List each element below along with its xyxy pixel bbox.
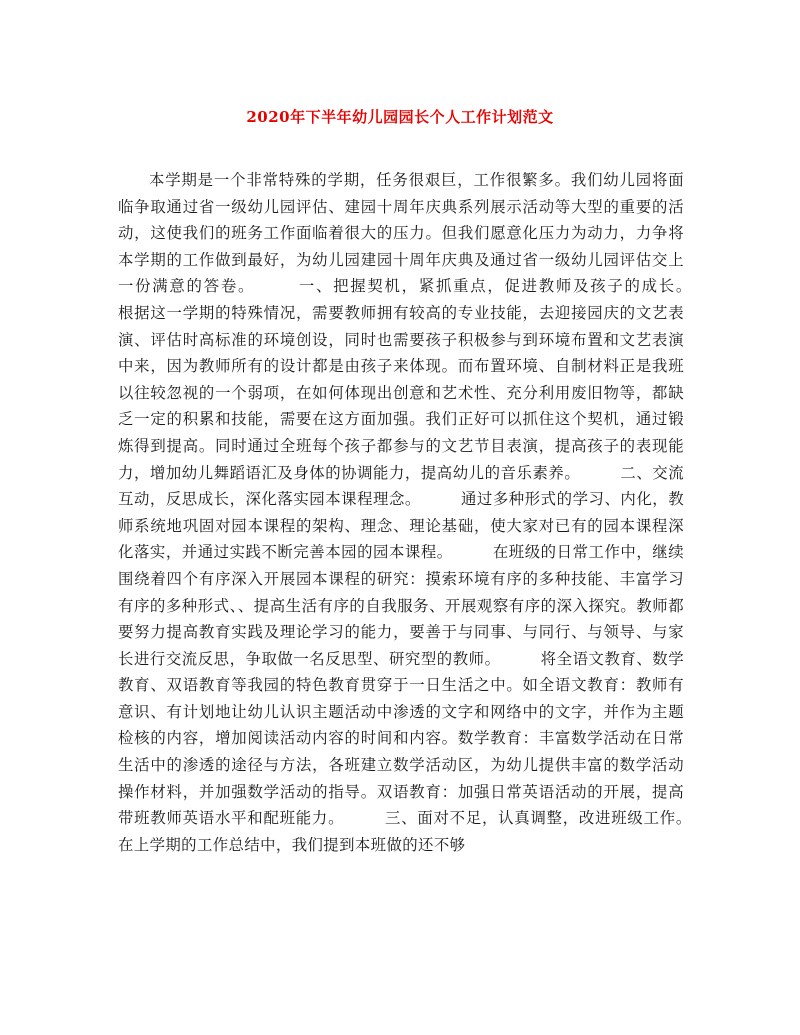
document-body-paragraph: 本学期是一个非常特殊的学期，任务很艰巨，工作很繁多。我们幼儿园将面临争取通过省一级幼儿园评估、建园十周年庆典系列展示活动等大型的重要的活动，这使我们的班务工作面临着很大的压力。但我们愿意化压力为动力，力争将本学期的工作做到最好，为幼儿园建园十周年庆典及通过省一级幼儿园评估交上一份满意的答卷。 一、把握契机，紧抓重点，促进教师及孩子的成长。 根据这一学期的特殊情况，需要教师拥有较高的专业技能，去迎接园庆的文艺表演、评估时高标准的环境创设，同时也需要孩子积极参与到环境布置和文艺表演中来，因为教师所有的设计都是由孩子来体现。而布置环境、自制材料正是我班以往较忽视的一个弱项，在如何体现出创意和艺术性、充分利用废旧物等，都缺乏一定的积累和技能，需要在这方面加强。我们正好可以抓住这个契机，通过锻炼得到提高。同时通过全班每个孩子都参与的文艺节目表演，提高孩子的表现能力，增加幼儿舞蹈语汇及身体的协调能力，提高幼儿的音乐素养。 二、交流互动，反思成长，深化落实园本课程理念。 通过多种形式的学习、内化，教师系统地巩固对园本课程的架构、理念、理论基础，使大家对已有的园本课程深化落实，并通过实践不断完善本园的园本课程。 在班级的日常工作中，继续围绕着四个有序深入开展园本课程的研究：摸索环境有序的多种技能、丰富学习有序的多种形式、、提高生活有序的自我服务、开展观察有序的深入探究。教师都要努力提高教育实践及理论学习的能力，要善于与同事、与同行、与领导、与家长进行交流反思，争取做一名反思型、研究型的教师。 将全语文教育、数学教育、双语教育等我园的特色教育贯穿于一日生活之中。如全语文教育：教师有意识、有计划地让幼儿认识主题活动中渗透的文字和网络中的文字，并作为主题检核的内容，增加阅读活动内容的时间和内容。数学教育：丰富数学活动在日常生活中的渗透的途径与方法，各班建立数学活动区，为幼儿提供丰富的数学活动操作材料，并加强数学活动的指导。双语教育：加强日常英语活动的开展，提高带班教师英语水平和配班能力。 三、面对不足，认真调整，改进班级工作。 在上学期的工作总结中，我们提到本班做的还不够 [118,171,732,854]
document-title: 2020年下半年幼儿园园长个人工作计划范文 [246,108,554,126]
